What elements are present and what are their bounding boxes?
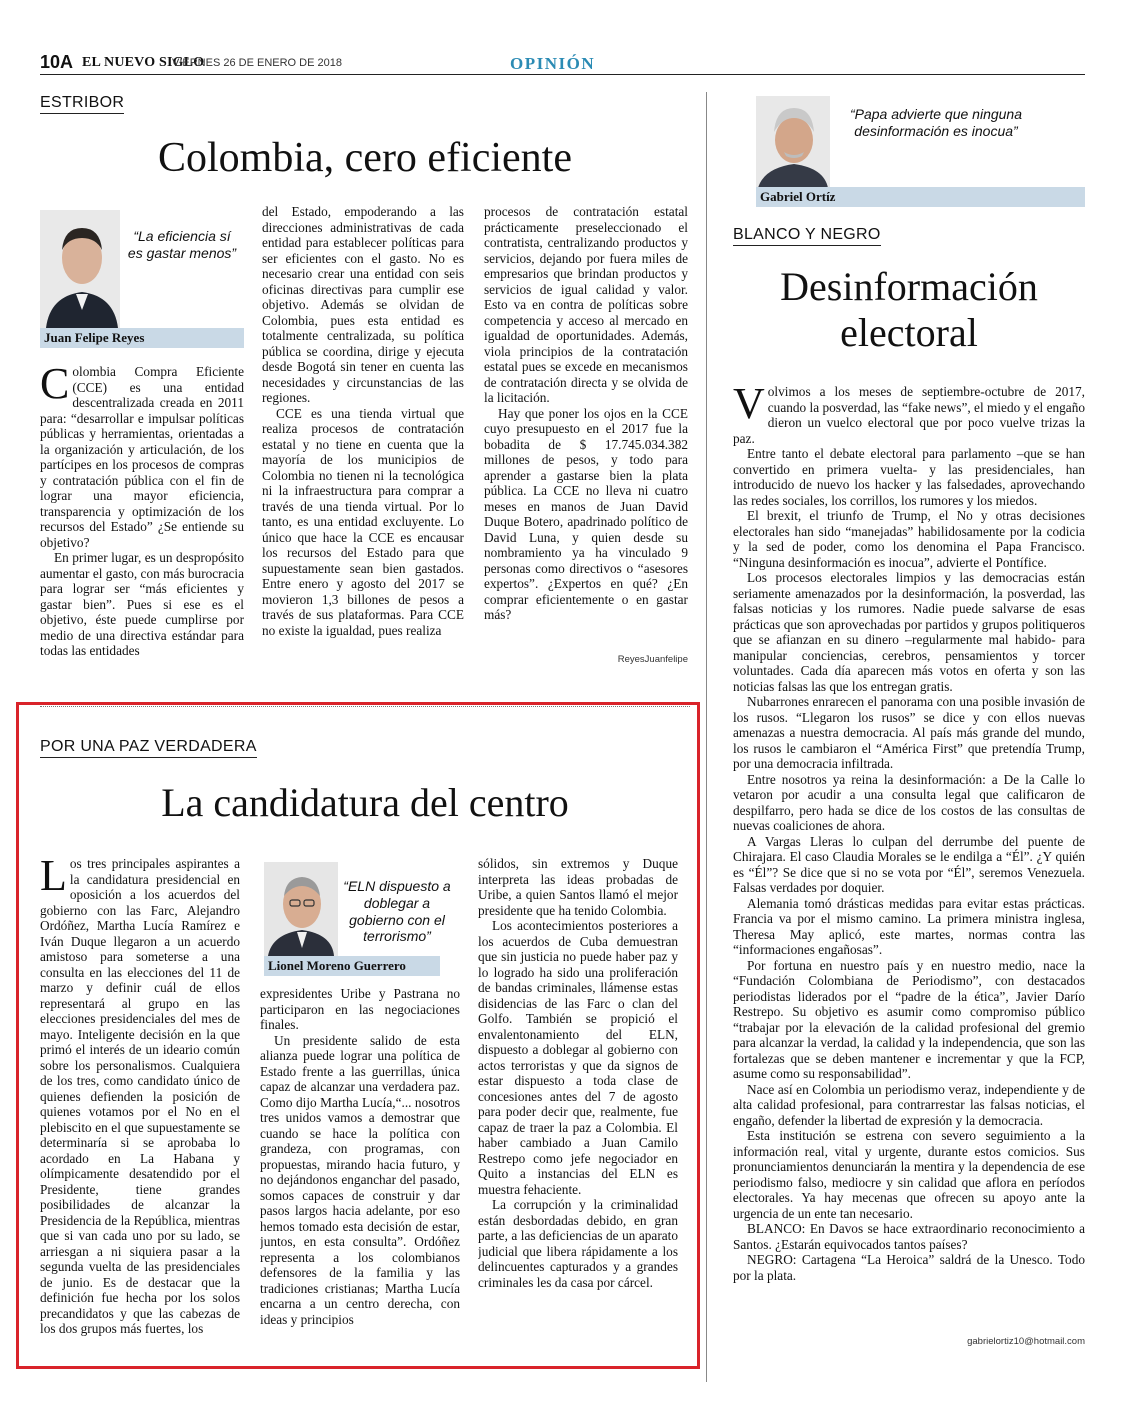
article1-author: Juan Felipe Reyes bbox=[40, 328, 244, 348]
article2-kicker: POR UNA PAZ VERDADERA bbox=[40, 738, 257, 758]
article3-author: Gabriel Ortíz bbox=[756, 187, 1085, 207]
article1-signature: ReyesJuanfelipe bbox=[617, 654, 688, 665]
person-icon bbox=[264, 862, 338, 956]
article3-headline: Desinformación electoral bbox=[780, 264, 1038, 355]
article1-column-2 bbox=[262, 204, 464, 666]
article2-column-3 bbox=[478, 856, 678, 1348]
paragraph: La corrupción y la criminalidad están desbordadas debido, en gran parte, a las deficiencias de un aparato judicial que libera rápidamente a los delincuentes capturados y a grandes criminales les da casa por cárcel. bbox=[478, 1197, 678, 1290]
person-icon bbox=[40, 210, 120, 328]
paragraph: sólidos, sin extremos y Duque interpreta las ideas probadas de Uribe, a quien Santos llamó el mejor presidente que ha tenido Colombia. bbox=[478, 856, 678, 918]
paragraph: Esta institución se estrena con severo seguimiento a la información real, vital y urgente, durante estos comicios. Sus pronunciamientos denunciarán la mentira y la dependencia de ese periodismo falso, mediocre y sin calidad que aflora en períodos electorales. Ya hay mecenas que ofrecen su apoyo ante la urgencia de un ente tan necesario. bbox=[733, 1128, 1085, 1221]
paragraph: Nace así en Colombia un periodismo veraz, independiente y de alta calidad profesional, para contrarrestar las falsas noticias, el engaño, defender la libertad de expresión y la democracia. bbox=[733, 1081, 1085, 1128]
column-divider bbox=[706, 92, 707, 1382]
author-photo bbox=[264, 862, 338, 956]
article1-headline: Colombia, cero eficiente bbox=[158, 135, 572, 181]
paragraph: Nubarrones enrarecen el panorama con una posible invasión de los rusos. “Llegaron los rusos” se dice y con ellos nuevas amenazas a nuestra democracia. Al país más grande del mundo, los rusos le cambiaron el “América First” que pretendía Trump, por una democracia infiltrada. bbox=[733, 694, 1085, 771]
paragraph: A Vargas Lleras lo culpan del derrumbe del puente de Chirajara. El caso Claudia Morales se le endilga a “Él”. ¿Y quién es “Él”? Se dice que si no se vota por “Él”, seremos Venezuela. Falsas verdades por doquier. bbox=[733, 833, 1085, 895]
paragraph: del Estado, empoderando a las direcciones administrativas de cada entidad para establecer políticas para ser eficientes con el gasto. No es necesario crear una entidad con seis oficinas directivas para cumplir ese objetivo. Además se olvidan de Colombia, pues esta entidad es totalmente centralizada, su política pública se coordina, dirige y ejecuta desde Bogotá sin tener en cuenta las necesidades y circunstancias de las regiones. bbox=[262, 204, 464, 405]
article3-signature: gabrielortiz10@hotmail.com bbox=[967, 1336, 1085, 1347]
drop-cap: L bbox=[40, 856, 67, 900]
paragraph: Los acontecimientos posteriores a los acuerdos de Cuba demuestran que sin justicia no puede haber paz y lo logrado ha sido una proliferación de bandas criminales, llámense estas disidencias de las Farc o clan del Golfo. También se propició el envalentonamiento del ELN, dispuesto a doblegar al gobierno con actos terroristas y que da signos de estar dispuesto a toda clase de concesiones antes del 7 de agosto para poder decir que, realmente, fue capaz de traer la paz a Colombia. El haber cambiado a Juan Camilo Restrepo como jefe negociador en Quito a instancias del ELN es muestra fehaciente. bbox=[478, 918, 678, 1197]
paragraph: olombia Compra Eficiente (CCE) es una entidad descentralizada creada en 2011 para: “desarrollar e impulsar políticas públicas y herramientas, orientadas a la organización y articulación, de los partícipes en los procesos de compras y contratación pública con el fin de lograr una mayor eficiencia, transparencia y optimización de los recursos del Estado” ¿Se entiende su objetivo? bbox=[40, 364, 244, 550]
paragraph: olvimos a los meses de septiembre-octubre de 2017, cuando la posverdad, las “fake news”, el miedo y el engaño dieron un vuelco electoral que por poco vuelve trizas la paz. bbox=[733, 384, 1085, 446]
paragraph: CCE es una tienda virtual que realiza procesos de contratación estatal y no tiene en cuenta que la mayoría de los municipios de Colombia no tienen ni la tecnológica ni la infraestructura para comprar a través de una tienda virtual. Por lo tanto, es una entidad excluyente. Lo único que hace la CCE es encausar los recursos del Estado para que supuestamente sean bien gastados. Entre enero y agosto del 2017 se movieron 1,3 billones de pesos a través de sus plataformas. Para CCE no existe la igualdad, pues realiza bbox=[262, 405, 464, 638]
author-photo bbox=[756, 96, 830, 188]
separator bbox=[40, 706, 690, 707]
paragraph: expresidentes Uribe y Pastrana no participaron en las negociaciones finales. bbox=[260, 986, 460, 1032]
paragraph: El brexit, el triunfo de Trump, el No y otras decisiones electorales han sido “manejadas” habilidosamente por la codicia y la sed de poder, como los denomina el Papa Francisco. “Ninguna desinformación es inocua”, advierte el Pontífice. bbox=[733, 508, 1085, 570]
person-icon bbox=[756, 96, 830, 188]
article2-pullquote: “ELN dispuesto a doblegar a gobierno con el terrorismo” bbox=[343, 878, 451, 945]
issue-date: VIERNES 26 DE ENERO DE 2018 bbox=[172, 57, 342, 69]
header-rule bbox=[40, 74, 1085, 75]
paragraph: os tres principales aspirantes a la candidatura presidencial en oposición a los acuerdos del gobierno con las Farc, Alejandro Ordóñez, Martha Lucía Ramírez e Iván Duque llegaron a un acuerdo amistoso para someterse a una consulta en las elecciones del 11 de marzo y definir cuál de ellos representará al grupo en las elecciones presidenciales del mes de mayo. Inteligente decisión en la que primó el interés de un ideario común sobre los personalismos. Cualquiera de los tres, como candidato único de quienes defienden la posición de quienes votamos por el No en el plebiscito en el que supuestamente se determinaría si se aprobaba lo acordado en La Habana y olímpicamente desatendido por el Presidente, tiene grandes posibilidades de alcanzar la Presidencia de la República, mientras que si van cada uno por su lado, se arriesgan a ni siquiera pasar a la segunda vuelta de las presidenciales de junio. Es de destacar que la definición fue hecha por los solos precandidatos y que las cabezas de los dos grupos más fuertes, los bbox=[40, 856, 240, 1336]
article1-pullquote: “La eficiencia sí es gastar menos” bbox=[127, 228, 237, 261]
article2-column-1 bbox=[40, 856, 240, 1348]
paragraph: Por fortuna en nuestro país y en nuestro medio, nace la “Fundación Colombiana de Periodismo”, con destacados periodistas liderados por el “padre de la ética”, Javier Darío Restrepo. Su objetivo es asumir como compromiso público “trabajar por la elevación de la calidad profesional del gremio para alcanzar la verdad, la calidad y la independencia, que son las fortalezas que se deben mantener e incrementar y que la FCP, asume como su responsabilidad”. bbox=[733, 957, 1085, 1081]
page-number: 10A bbox=[40, 52, 74, 72]
article2-author: Lionel Moreno Guerrero bbox=[264, 956, 440, 976]
paragraph: Los procesos electorales limpios y las democracias están seriamente amenazados por la desinformación, la posverdad, las falsas noticias y los rumores. Nadie puede salvarse de esas prácticas que son aprovechadas por partidos y grupos politiqueros que se afianzan en su dinero –regularmente mal habido- para manipular conciencias, cerebros, pensamientos y torcer voluntades. Cada día aparecen más votos en oferta y son las noticias falsas las que los entregan gratis. bbox=[733, 570, 1085, 694]
paragraph: Hay que poner los ojos en la CCE cuyo presupuesto en el 2017 fue la bobadita de $ 17.745.034.382 millones de pesos, y todo para aprender a gastarse bien la plata pública. La CCE no lleva ni cuatro meses en manos de Juan David Duque Botero, apadrinado político de David Luna, y quien desde su nombramiento ya ha vinculado 9 personas como directivos o “asesores expertos”. ¿Expertos en qué? ¿En comprar eficientemente o en gastar más? bbox=[484, 405, 688, 622]
paragraph: Un presidente salido de esta alianza puede lograr una política de Estado frente a las guerrillas, única capaz de alcanzar una verdadera paz. Como dijo Martha Lucía,“... nosotros tres unidos vamos a demostrar que cuando se hace la política con grandeza, con programas, con propuestas, mirando hacia futuro, y no dejándonos enganchar del pasado, somos capaces de construir y dar pasos largos hacia adelante, por eso hemos tomado esta decisión de estar, juntos, en esta consulta”. Ordóñez representa a los colombianos defensores de la familia y las tradiciones cristianas; Martha Lucía encarna a un centro derecha, con ideas y principios bbox=[260, 1032, 460, 1327]
author-photo bbox=[40, 210, 120, 328]
drop-cap: V bbox=[733, 384, 765, 428]
article1-column-1 bbox=[40, 364, 244, 664]
paragraph: BLANCO: En Davos se hace extraordinario reconocimiento a Santos. ¿Estarán equivocados tantos países? bbox=[733, 1221, 1085, 1252]
paragraph: Entre nosotros ya reina la desinformación: a De la Calle lo vetaron por acudir a una consulta legal que calificaron de despilfarro, pero hada se dice de los costos de las consultas de nuevas coaliciones de ahora. bbox=[733, 771, 1085, 833]
newspaper-name: EL NUEVO SIGLO bbox=[82, 55, 205, 70]
article3-body bbox=[733, 384, 1085, 1332]
article1-column-3 bbox=[484, 204, 688, 648]
paragraph: Entre tanto el debate electoral para parlamento –que se han convertido en primera vuelta- y las presidenciales, han introducido de nuevo los hacker y las falsedades, aprovechando las redes sociales, los corrillos, los rumores y los miedos. bbox=[733, 446, 1085, 508]
article2-headline: La candidatura del centro bbox=[161, 780, 569, 825]
article2-column-2 bbox=[260, 986, 460, 1348]
drop-cap: C bbox=[40, 364, 70, 408]
paragraph: En primer lugar, es un despropósito aumentar el gasto, con más burocracia para lograr ser “más eficientes y gastar bien”. Pues si ese es el objetivo, éste puede cumplirse por medio de una directiva estándar para todas las entidades bbox=[40, 550, 244, 658]
paragraph: Alemania tomó drásticas medidas para evitar estas prácticas. Francia va por el mismo camino. La primera ministra inglesa, Theresa May aplicó, este martes, normas contra las “informaciones engañosas”. bbox=[733, 895, 1085, 957]
paragraph: procesos de contratación estatal prácticamente preseleccionado el contratista, centralizando productos y servicios, dejando por fuera miles de empresarios que brindan productos y servicios de igual calidad y valor. Esto va en contra de políticas sobre competencia y acceso al mercado en igualdad de oportunidades. Además, viola principios de la contratación estatal pues se excede en mecanismos de contratación directa y se olvida de la licitación. bbox=[484, 204, 688, 405]
paragraph: NEGRO: Cartagena “La Heroica” saldrá de la Unesco. Todo por la plata. bbox=[733, 1252, 1085, 1283]
article3-kicker: BLANCO Y NEGRO bbox=[733, 226, 881, 246]
article3-pullquote: “Papa advierte que ninguna desinformación es inocua” bbox=[849, 106, 1023, 139]
section-title: OPINIÓN bbox=[510, 54, 596, 73]
article1-kicker: ESTRIBOR bbox=[40, 94, 124, 114]
